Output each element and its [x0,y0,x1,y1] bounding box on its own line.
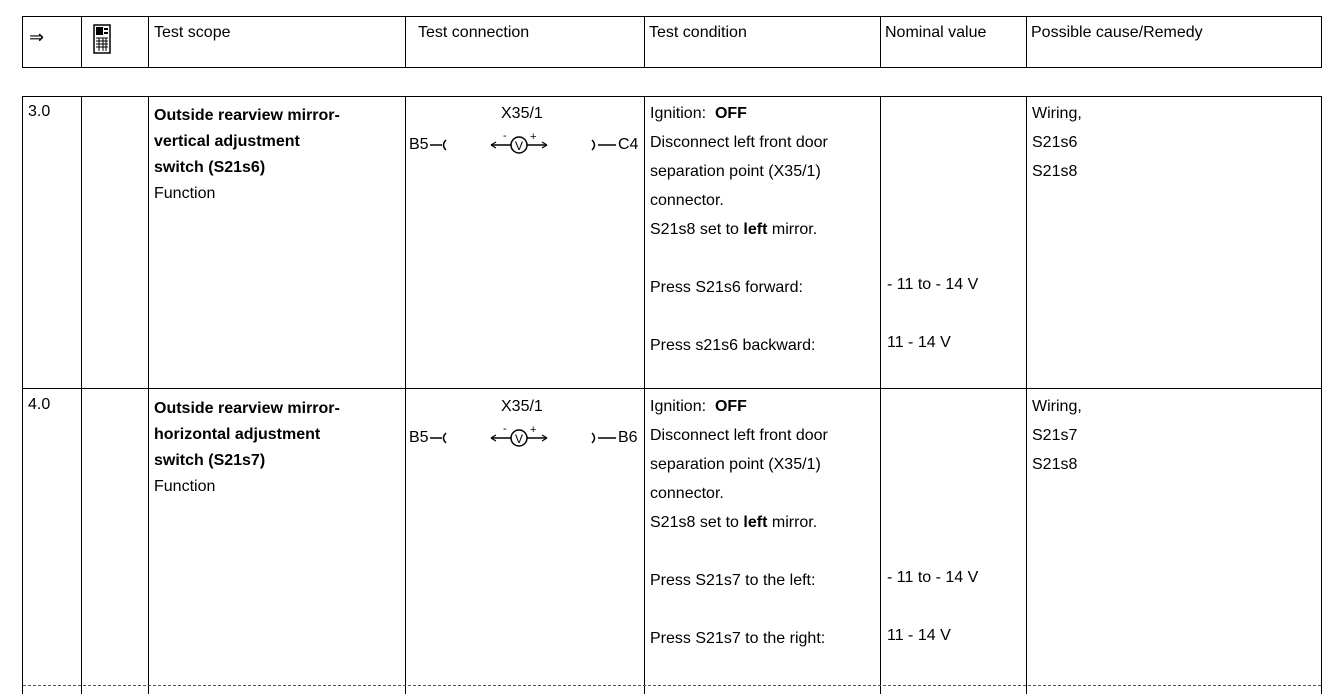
scope-title-line: vertical adjustment [154,133,300,150]
nominal-value: - 11 to - 14 V [887,569,979,586]
condition-line: connector. [650,485,724,502]
ignition-label: Ignition: [650,105,707,122]
svg-text:+: + [530,424,537,436]
remedy-item: S21s7 [1032,427,1078,444]
test-connection-diagram [406,390,646,480]
svg-text:V: V [515,432,524,446]
remedy-item: Wiring, [1032,398,1082,415]
test-condition-cell [650,392,828,653]
header-test-scope: Test scope [154,24,231,41]
remedy-cell [1032,99,1082,186]
svg-text:+: + [530,131,537,143]
ignition-label: Ignition: [650,398,707,415]
scope-title-line: switch (S21s6) [154,159,266,176]
header-divider [1026,17,1027,67]
table-header [22,16,1322,68]
condition-emphasis: left [743,221,768,238]
press-instruction: Press S21s7 to the right: [650,630,826,647]
remedy-item: S21s8 [1032,163,1078,180]
scope-title-line: Outside rearview mirror- [154,107,340,124]
scope-function-label: Function [154,185,216,202]
connector-label: X35/1 [501,398,543,415]
voltmeter-symbol [406,390,646,480]
test-condition-cell [650,99,828,360]
condition-emphasis: left [743,514,768,531]
scope-function-label: Function [154,478,216,495]
condition-line: mirror. [771,221,818,238]
condition-line: separation point (X35/1) [650,456,821,473]
remedy-cell [1032,392,1082,479]
svg-text:-: - [503,130,507,142]
header-test-connection: Test connection [418,24,530,41]
condition-line: Disconnect left front door [650,427,828,444]
header-divider [405,17,406,67]
table-row [23,97,1321,389]
header-nominal-value: Nominal value [885,24,987,41]
pin-right: C4 [618,136,639,153]
test-connection-diagram [406,97,646,187]
svg-text:-: - [503,423,507,435]
pin-left: B5 [409,136,429,153]
condition-line: Disconnect left front door [650,134,828,151]
press-instruction: Press S21s7 to the left: [650,572,816,589]
arrow-icon: ⇒ [29,27,45,47]
ignition-value: OFF [714,105,747,122]
test-scope-cell [154,103,340,207]
scope-title-line: horizontal adjustment [154,426,321,443]
test-scope-cell [154,396,340,500]
page-cut-line [23,685,1321,686]
header-possible-cause: Possible cause/Remedy [1031,24,1203,41]
condition-line: S21s8 set to [650,514,739,531]
header-divider [148,17,149,67]
remedy-item: S21s6 [1032,134,1078,151]
pin-right: B6 [618,429,638,446]
step-number: 3.0 [28,103,51,120]
scope-title-line: Outside rearview mirror- [154,400,340,417]
svg-text:V: V [515,139,524,153]
scope-title-line: switch (S21s7) [154,452,266,469]
voltmeter-symbol [406,97,646,187]
remedy-item: Wiring, [1032,105,1082,122]
condition-line: separation point (X35/1) [650,163,821,180]
nominal-value: 11 - 14 V [887,334,951,351]
manual-book-icon [93,24,111,59]
header-divider [81,17,82,67]
test-table [22,96,1322,694]
press-instruction: Press S21s6 forward: [650,279,803,296]
remedy-item: S21s8 [1032,456,1078,473]
condition-line: S21s8 set to [650,221,739,238]
header-divider [644,17,645,67]
connector-label: X35/1 [501,105,543,122]
condition-line: mirror. [771,514,818,531]
condition-line: connector. [650,192,724,209]
nominal-value: 11 - 14 V [887,627,951,644]
pin-left: B5 [409,429,429,446]
ignition-value: OFF [714,398,747,415]
header-test-condition: Test condition [649,24,747,41]
header-divider [880,17,881,67]
press-instruction: Press s21s6 backward: [650,337,816,354]
step-number: 4.0 [28,396,51,413]
table-row [23,390,1321,682]
nominal-value: - 11 to - 14 V [887,276,979,293]
